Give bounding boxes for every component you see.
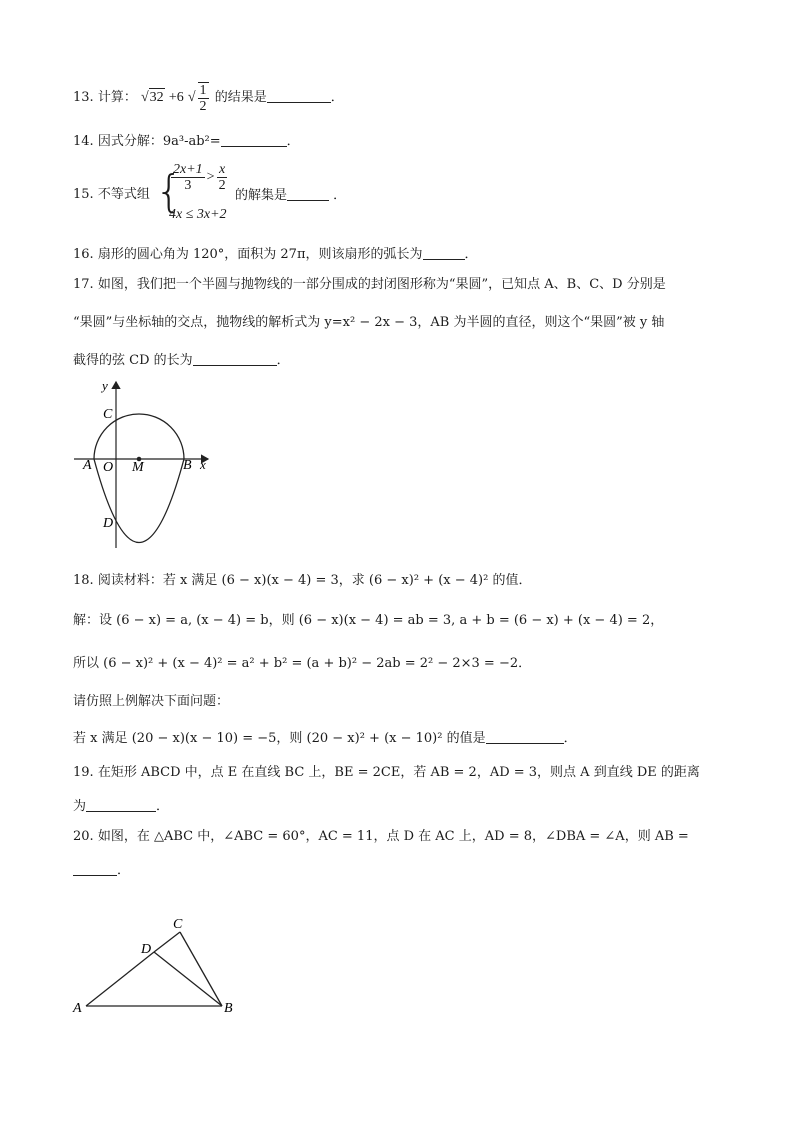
segment-CB: [180, 932, 222, 1006]
question-number: 18.: [73, 573, 94, 588]
answer-blank[interactable]: [486, 729, 564, 744]
question-number: 15.: [73, 187, 94, 202]
question-18-line-2: [73, 612, 663, 630]
label-B: B: [224, 1001, 233, 1016]
question-16: 16. 扇形的圆心角为 120°，面积为 27π，则该扇形的弧长为 ．: [73, 247, 478, 262]
question-number: 16.: [73, 247, 94, 262]
question-18-line-5: 若 x 满足 (20 − x)(x − 10) = −5，则 (20 − x)² + (x − 10)² 的值是 ．: [73, 731, 577, 746]
question-text: “果圆”与坐标轴的交点，抛物线的解析式为 y=x² − 2x − 3，AB 为半圆的直径，则这个“果圆”被 y 轴: [73, 315, 665, 330]
segment-DC: [154, 932, 180, 952]
question-text: 请仿照上例解决下面问题：: [73, 694, 230, 709]
question-number: 14.: [73, 134, 94, 149]
question-number: 20.: [73, 829, 94, 844]
segment-AD: [86, 952, 154, 1006]
label-C: C: [103, 407, 113, 422]
question-text: 如图，我们把一个半圆与抛物线的一部分围成的封闭图形称为“果圆”，已知点 A、B、C、D 分别是: [97, 277, 666, 292]
question-20-line-2: ．: [73, 861, 130, 880]
answer-blank[interactable]: [221, 132, 287, 147]
label-x: x: [200, 457, 206, 472]
inequality-2: 4x ≤ 3x+2: [169, 207, 227, 222]
question-18-line-4: [73, 693, 229, 711]
inequality-1: $\frac{2x+1}{3}$ > $\frac{x}{2}$: [173, 162, 226, 193]
question-text: 计算：: [97, 90, 137, 106]
fruit-circle-figure: [68, 376, 218, 552]
answer-blank[interactable]: [423, 245, 465, 260]
question-13: 13. 计算： √32 +6 √ $\frac{1}{2}$ 的结果是 ．: [73, 83, 344, 114]
answer-blank[interactable]: [287, 186, 329, 201]
question-text: 阅读材料：若 x 满足 (6 − x)(x − 4) = 3，求 (6 − x)² + (x − 4)² 的值．: [97, 573, 532, 588]
question-text: 在矩形 ABCD 中，点 E 在直线 BC 上，BE = 2CE，若 AB = 2，AD = 3，则点 A 到直线 DE 的距离: [97, 765, 700, 780]
question-number: 19.: [73, 765, 94, 780]
question-17-line-1: [73, 276, 666, 294]
math-expression: 9a³-ab²=: [162, 134, 221, 149]
label-O: O: [103, 460, 114, 475]
label-D: D: [141, 942, 152, 957]
math-term: +6: [168, 90, 184, 106]
question-text: 的结果是: [214, 90, 267, 106]
answer-blank[interactable]: [267, 88, 331, 103]
sqrt-expression: √32: [140, 90, 164, 106]
question-number: 13.: [73, 90, 94, 106]
question-17-line-3: 截得的弦 CD 的长为 ．: [73, 353, 290, 368]
answer-blank[interactable]: [73, 861, 117, 876]
question-18-line-1: [73, 572, 531, 590]
question-text: 解：设 (6 − x) = a, (x − 4) = b，则 (6 − x)(x − 4) = ab = 3, a + b = (6 − x) + (x − 4) = 2，: [73, 613, 664, 628]
label-A: A: [83, 458, 92, 473]
question-17-line-2: [73, 314, 664, 332]
question-text: 扇形的圆心角为 120°，面积为 27π，则该扇形的弧长为: [97, 247, 423, 262]
label-C: C: [173, 917, 183, 932]
question-14: 14. 因式分解：9a³-ab²= ．: [73, 134, 300, 149]
question-text: 截得的弦 CD 的长为: [73, 353, 193, 368]
question-text: 若 x 满足 (20 − x)(x − 10) = −5，则 (20 − x)² + (x − 10)² 的值是: [73, 731, 486, 746]
segment-DB: [154, 952, 222, 1006]
question-19-line-2: 为 ．: [73, 799, 170, 814]
sqrt-fraction: √ $\frac{1}{2}$: [187, 83, 207, 114]
answer-blank[interactable]: [86, 797, 156, 812]
answer-blank[interactable]: [193, 351, 277, 366]
question-text: 不等式组: [97, 187, 150, 202]
question-19-line-1: [73, 764, 700, 782]
triangle-figure: [66, 910, 246, 1020]
question-text: 为: [73, 799, 87, 814]
question-number: 17.: [73, 277, 94, 292]
question-text: 所以 (6 − x)² + (x − 4)² = a² + b² = (a + b)² − 2ab = 2² − 2×3 = −2．: [73, 656, 532, 671]
question-text: 如图，在 △ABC 中，∠ABC = 60°，AC = 11，点 D 在 AC 上，AD = 8，∠DBA = ∠A，则 AB =: [97, 829, 689, 844]
question-18-line-3: [73, 655, 531, 673]
question-text: 因式分解：: [97, 134, 163, 149]
brace-icon: {: [155, 166, 183, 217]
label-B: B: [183, 458, 192, 473]
question-20-line-1: [73, 828, 689, 846]
label-D: D: [103, 516, 114, 531]
label-M: M: [132, 460, 144, 475]
label-y: y: [102, 378, 108, 393]
label-A: A: [73, 1001, 82, 1016]
question-text: 的解集是: [235, 188, 288, 203]
